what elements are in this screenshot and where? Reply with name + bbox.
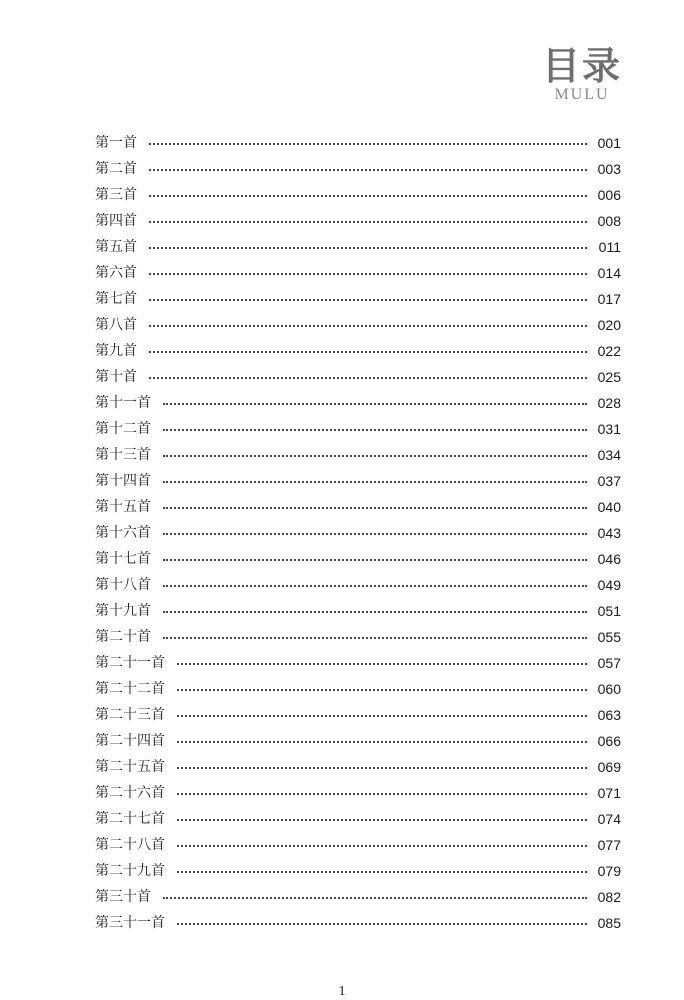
toc-entry[interactable] xyxy=(95,234,621,260)
toc-dot-leader xyxy=(163,559,587,561)
toc-dot-leader xyxy=(163,637,587,639)
toc-entry-page: 011 xyxy=(598,239,621,255)
toc-entry-page: 014 xyxy=(597,265,621,281)
toc-dot-leader xyxy=(163,455,587,457)
toc-entry[interactable] xyxy=(95,572,621,598)
toc-entry-title: 第二十五首 xyxy=(95,759,165,775)
toc-entry[interactable] xyxy=(95,468,621,494)
toc-entry-page: 082 xyxy=(597,889,621,905)
page-title: 目录 xyxy=(541,44,622,88)
toc-entry[interactable] xyxy=(95,494,621,520)
toc-entry-title: 第十九首 xyxy=(95,603,151,619)
toc-dot-leader xyxy=(149,377,587,379)
toc-entry[interactable] xyxy=(95,910,621,936)
toc-entry-page: 063 xyxy=(597,707,621,723)
toc-entry-title: 第二首 xyxy=(95,161,137,177)
toc-entry-title: 第二十七首 xyxy=(95,811,165,827)
toc-entry-page: 085 xyxy=(597,915,621,931)
toc-entry-title: 第二十一首 xyxy=(95,655,165,671)
toc-entry[interactable] xyxy=(95,338,621,364)
toc-entry-page: 043 xyxy=(597,525,621,541)
toc-entry[interactable] xyxy=(95,390,621,416)
toc-entry-title: 第十三首 xyxy=(95,447,151,463)
toc-entry-title: 第二十首 xyxy=(95,629,151,645)
toc-entry-page: 049 xyxy=(597,577,621,593)
toc-dot-leader xyxy=(177,689,587,691)
toc-entry[interactable] xyxy=(95,624,621,650)
toc-entry-title: 第十一首 xyxy=(95,395,151,411)
toc-entry-title: 第四首 xyxy=(95,213,137,229)
toc-entry[interactable] xyxy=(95,780,621,806)
toc-dot-leader xyxy=(177,819,587,821)
toc-dot-leader xyxy=(163,403,587,405)
toc-entry-page: 051 xyxy=(597,603,621,619)
toc-entry-page: 079 xyxy=(597,863,621,879)
toc-dot-leader xyxy=(163,611,587,613)
toc-entry-title: 第十七首 xyxy=(95,551,151,567)
toc-dot-leader xyxy=(163,507,587,509)
toc-entry-page: 060 xyxy=(597,681,621,697)
toc-dot-leader xyxy=(177,871,587,873)
toc-entry-title: 第十八首 xyxy=(95,577,151,593)
toc-entry-title: 第二十九首 xyxy=(95,863,165,879)
toc-entry-page: 028 xyxy=(597,395,621,411)
toc-entry-page: 057 xyxy=(597,655,621,671)
toc-entry-title: 第八首 xyxy=(95,317,137,333)
toc-entry-title: 第十四首 xyxy=(95,473,151,489)
toc-entry-page: 008 xyxy=(597,213,621,229)
toc-entry[interactable] xyxy=(95,520,621,546)
toc-dot-leader xyxy=(177,663,587,665)
toc-entry-page: 034 xyxy=(597,447,621,463)
toc-dot-leader xyxy=(177,741,587,743)
toc-entry-page: 022 xyxy=(597,343,621,359)
table-of-contents xyxy=(95,130,621,936)
toc-entry-page: 017 xyxy=(597,291,621,307)
toc-entry-title: 第二十八首 xyxy=(95,837,165,853)
toc-entry-title: 第二十四首 xyxy=(95,733,165,749)
toc-entry[interactable] xyxy=(95,208,621,234)
toc-dot-leader xyxy=(177,715,587,717)
toc-entry-title: 第六首 xyxy=(95,265,137,281)
toc-entry-page: 066 xyxy=(597,733,621,749)
toc-entry[interactable] xyxy=(95,286,621,312)
toc-entry[interactable] xyxy=(95,364,621,390)
toc-entry-page: 025 xyxy=(597,369,621,385)
toc-entry-page: 037 xyxy=(597,473,621,489)
toc-entry[interactable] xyxy=(95,676,621,702)
toc-entry[interactable] xyxy=(95,832,621,858)
toc-entry-page: 006 xyxy=(597,187,621,203)
toc-dot-leader xyxy=(149,299,587,301)
toc-entry[interactable] xyxy=(95,728,621,754)
toc-entry-title: 第七首 xyxy=(95,291,137,307)
toc-entry-title: 第二十三首 xyxy=(95,707,165,723)
toc-entry[interactable] xyxy=(95,442,621,468)
toc-dot-leader xyxy=(149,143,587,145)
toc-entry[interactable] xyxy=(95,598,621,624)
toc-entry-page: 040 xyxy=(597,499,621,515)
toc-entry-page: 020 xyxy=(597,317,621,333)
toc-entry[interactable] xyxy=(95,156,621,182)
toc-entry[interactable] xyxy=(95,884,621,910)
toc-entry[interactable] xyxy=(95,130,621,156)
toc-entry-page: 077 xyxy=(597,837,621,853)
toc-entry[interactable] xyxy=(95,260,621,286)
toc-entry-title: 第十六首 xyxy=(95,525,151,541)
toc-entry[interactable] xyxy=(95,702,621,728)
toc-entry-title: 第十五首 xyxy=(95,499,151,515)
toc-entry[interactable] xyxy=(95,182,621,208)
toc-entry-title: 第二十六首 xyxy=(95,785,165,801)
toc-entry[interactable] xyxy=(95,546,621,572)
toc-entry-title: 第一首 xyxy=(95,135,137,151)
toc-entry-page: 031 xyxy=(597,421,621,437)
page-number: 1 xyxy=(338,984,346,999)
toc-dot-leader xyxy=(163,481,587,483)
toc-dot-leader xyxy=(163,897,587,899)
toc-entry-page: 069 xyxy=(597,759,621,775)
toc-dot-leader xyxy=(177,793,587,795)
toc-dot-leader xyxy=(177,845,587,847)
toc-entry-page: 071 xyxy=(597,785,621,801)
toc-dot-leader xyxy=(163,429,587,431)
toc-entry-page: 046 xyxy=(597,551,621,567)
toc-dot-leader xyxy=(149,221,587,223)
toc-dot-leader xyxy=(149,247,587,249)
toc-entry-page: 055 xyxy=(597,629,621,645)
page-subtitle: MULU xyxy=(554,86,610,103)
toc-entry-page: 001 xyxy=(597,135,621,151)
toc-entry-title: 第三十首 xyxy=(95,889,151,905)
toc-entry[interactable] xyxy=(95,650,621,676)
toc-dot-leader xyxy=(149,169,587,171)
toc-dot-leader xyxy=(149,325,587,327)
toc-entry-title: 第十首 xyxy=(95,369,137,385)
toc-entry-page: 074 xyxy=(597,811,621,827)
toc-entry-title: 第三首 xyxy=(95,187,137,203)
toc-entry-title: 第三十一首 xyxy=(95,915,165,931)
toc-entry[interactable] xyxy=(95,312,621,338)
toc-entry-title: 第九首 xyxy=(95,343,137,359)
toc-dot-leader xyxy=(149,195,587,197)
toc-dot-leader xyxy=(177,923,587,925)
toc-dot-leader xyxy=(149,273,587,275)
toc-entry-page: 003 xyxy=(597,161,621,177)
toc-dot-leader xyxy=(163,533,587,535)
page-header xyxy=(542,44,622,104)
toc-dot-leader xyxy=(177,767,587,769)
toc-dot-leader xyxy=(163,585,587,587)
toc-dot-leader xyxy=(149,351,587,353)
toc-entry[interactable] xyxy=(95,416,621,442)
toc-entry[interactable] xyxy=(95,754,621,780)
toc-entry-title: 第二十二首 xyxy=(95,681,165,697)
toc-entry[interactable] xyxy=(95,858,621,884)
toc-entry[interactable] xyxy=(95,806,621,832)
toc-entry-title: 第十二首 xyxy=(95,421,151,437)
toc-entry-title: 第五首 xyxy=(95,239,137,255)
